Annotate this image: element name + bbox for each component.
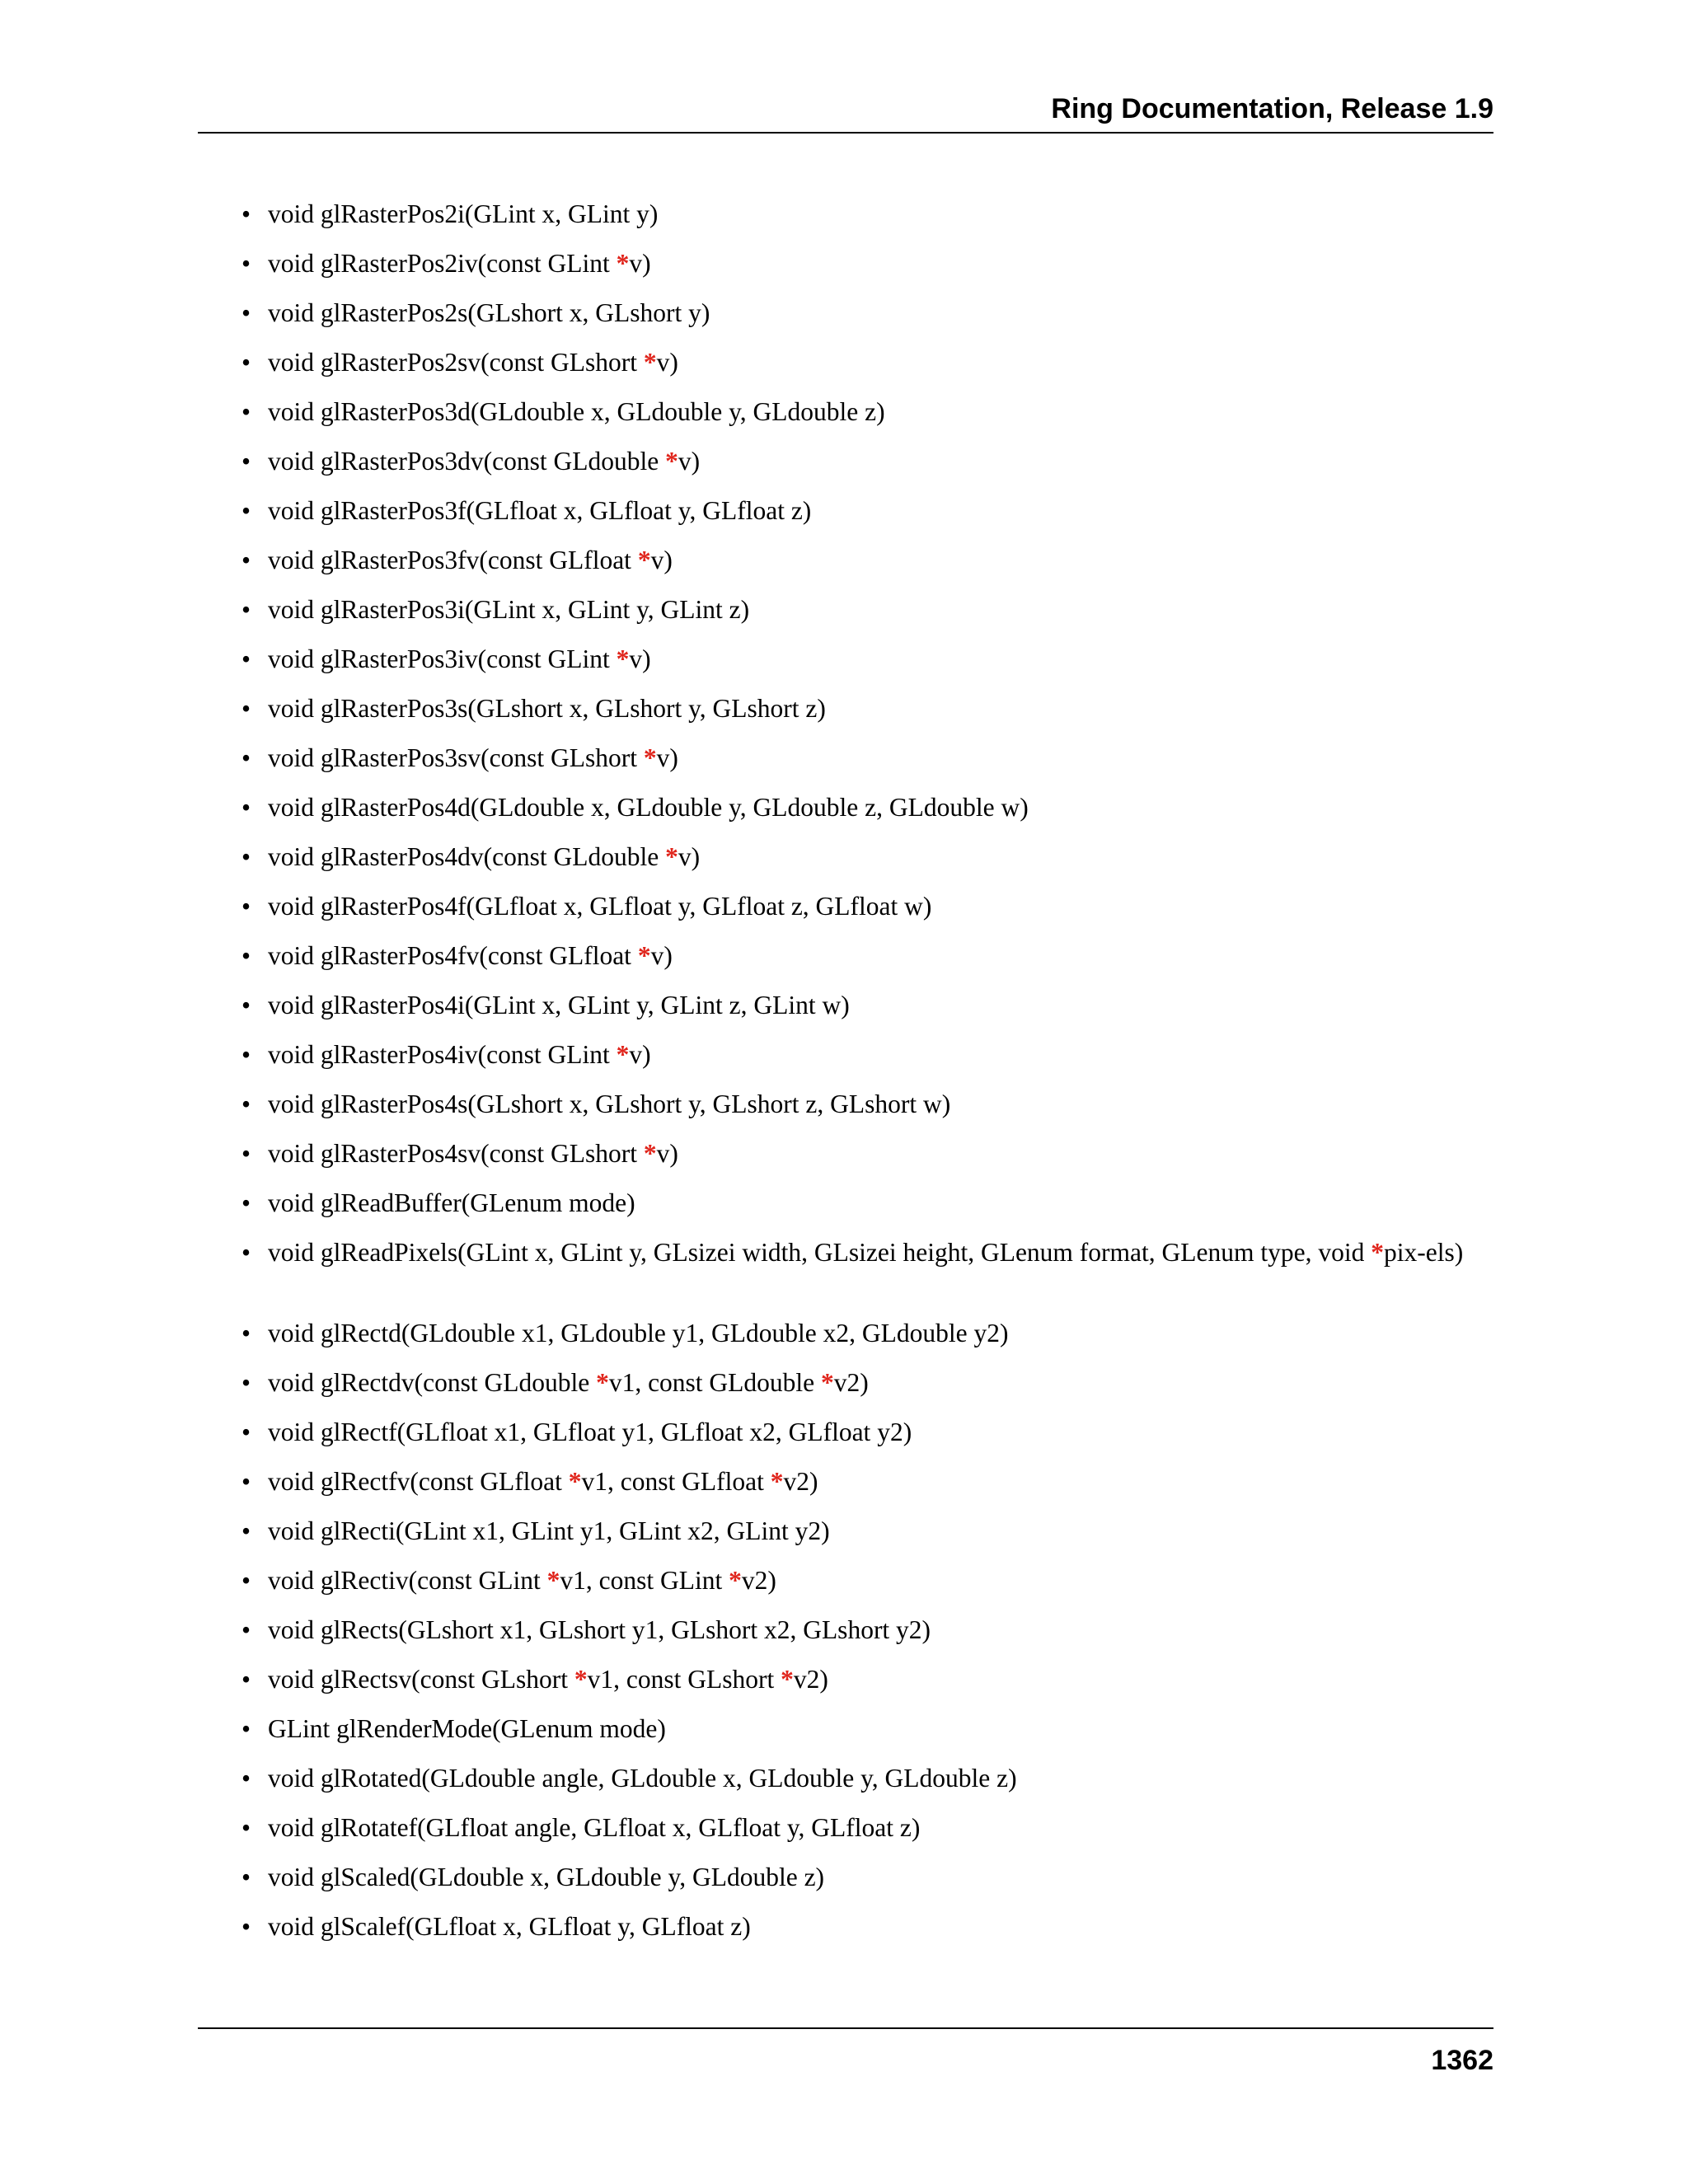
pointer-asterisk: * — [616, 1040, 630, 1069]
function-signature: void glRasterPos2s(GLshort x, GLshort y) — [268, 298, 710, 327]
bullet-icon: • — [241, 842, 251, 871]
pointer-asterisk: * — [643, 348, 657, 377]
bullet-icon: • — [241, 1090, 251, 1118]
function-signature: GLint glRenderMode(GLenum mode) — [268, 1714, 666, 1743]
document-title: Ring Documentation, Release 1.9 — [1051, 93, 1493, 124]
list-item — [198, 1713, 1493, 1763]
list-item — [198, 1138, 1493, 1188]
pointer-asterisk: * — [729, 1566, 742, 1595]
pointer-asterisk: * — [637, 546, 651, 574]
list-item — [198, 396, 1493, 446]
function-signature: void glRectiv(const GLint *v1, const GLint *v2) — [268, 1566, 776, 1595]
list-item — [198, 1516, 1493, 1565]
function-signature: void glReadBuffer(GLenum mode) — [268, 1188, 635, 1217]
bullet-icon: • — [241, 199, 251, 228]
pointer-asterisk: * — [568, 1467, 582, 1496]
function-signature: void glRasterPos3dv(const GLdouble *v) — [268, 447, 701, 476]
bullet-icon: • — [241, 1764, 251, 1793]
function-signature: void glRasterPos2iv(const GLint *v) — [268, 249, 651, 278]
function-signature: void glReadPixels(GLint x, GLint y, GLsizei width, GLsizei height, GLenum format, GLenum type, void *pix-els) — [268, 1238, 1464, 1267]
bullet-icon: • — [241, 1238, 251, 1267]
list-item — [198, 1911, 1493, 1961]
pointer-asterisk: * — [770, 1467, 784, 1496]
function-signature: void glRasterPos4fv(const GLfloat *v) — [268, 941, 673, 970]
list-item — [198, 1417, 1493, 1466]
bullet-icon: • — [241, 644, 251, 673]
function-signature: void glRectdv(const GLdouble *v1, const GLdouble *v2) — [268, 1368, 869, 1397]
function-signature: void glRectd(GLdouble x1, GLdouble y1, GLdouble x2, GLdouble y2) — [268, 1319, 1009, 1347]
bullet-icon: • — [241, 793, 251, 822]
list-item — [198, 199, 1493, 248]
function-signature: void glRasterPos2sv(const GLshort *v) — [268, 348, 678, 377]
pointer-asterisk: * — [616, 644, 630, 673]
bullet-icon: • — [241, 1319, 251, 1347]
list-item — [198, 1565, 1493, 1615]
function-signature: void glRecti(GLint x1, GLint y1, GLint x2, GLint y2) — [268, 1516, 830, 1545]
function-signature: void glRasterPos3s(GLshort x, GLshort y, GLshort z) — [268, 694, 826, 723]
bullet-icon: • — [241, 694, 251, 723]
bullet-icon: • — [241, 1912, 251, 1941]
bullet-icon: • — [241, 1615, 251, 1644]
list-item — [198, 1615, 1493, 1664]
list-item — [198, 1862, 1493, 1911]
list-item — [198, 1367, 1493, 1417]
page-number: 1362 — [1431, 2045, 1493, 2076]
bullet-icon: • — [241, 1040, 251, 1069]
pointer-asterisk: * — [1371, 1238, 1384, 1267]
bullet-icon: • — [241, 298, 251, 327]
function-signature: void glRasterPos3iv(const GLint *v) — [268, 644, 651, 673]
list-item — [198, 644, 1493, 693]
function-signature: void glRasterPos3d(GLdouble x, GLdouble y, GLdouble z) — [268, 397, 885, 426]
list-item — [198, 891, 1493, 940]
list-item — [198, 1466, 1493, 1516]
list-item — [198, 446, 1493, 495]
function-signature: void glRasterPos3f(GLfloat x, GLfloat y, GLfloat z) — [268, 496, 812, 525]
pointer-asterisk: * — [643, 1139, 657, 1168]
page-header — [198, 92, 1493, 134]
bullet-icon: • — [241, 397, 251, 426]
list-item — [198, 1763, 1493, 1812]
list-item — [198, 990, 1493, 1039]
list-item — [198, 841, 1493, 891]
function-signature: void glScaled(GLdouble x, GLdouble y, GLdouble z) — [268, 1863, 825, 1891]
bullet-icon: • — [241, 1467, 251, 1496]
list-item — [198, 347, 1493, 396]
bullet-icon: • — [241, 892, 251, 921]
pointer-asterisk: * — [546, 1566, 560, 1595]
bullet-icon: • — [241, 941, 251, 970]
bullet-icon: • — [241, 1665, 251, 1694]
bullet-icon: • — [241, 249, 251, 278]
bullet-icon: • — [241, 1188, 251, 1217]
function-signature: void glRectsv(const GLshort *v1, const GLshort *v2) — [268, 1665, 828, 1694]
list-item — [198, 248, 1493, 298]
bullet-icon: • — [241, 1368, 251, 1397]
bullet-icon: • — [241, 1418, 251, 1446]
list-item — [198, 545, 1493, 594]
function-signature: void glScalef(GLfloat x, GLfloat y, GLfloat z) — [268, 1912, 751, 1941]
bullet-icon: • — [241, 546, 251, 574]
page-footer — [198, 2027, 1493, 2076]
pointer-asterisk: * — [665, 842, 678, 871]
function-signature: void glRasterPos3i(GLint x, GLint y, GLint z) — [268, 595, 750, 624]
list-item — [198, 693, 1493, 743]
pointer-asterisk: * — [665, 447, 678, 476]
list-item — [198, 743, 1493, 792]
function-signature: void glRasterPos4d(GLdouble x, GLdouble y, GLdouble z, GLdouble w) — [268, 793, 1029, 822]
bullet-icon: • — [241, 496, 251, 525]
function-signature: void glRasterPos2i(GLint x, GLint y) — [268, 199, 659, 228]
list-item — [198, 594, 1493, 644]
bullet-icon: • — [241, 1863, 251, 1891]
bullet-icon: • — [241, 348, 251, 377]
pointer-asterisk: * — [643, 743, 657, 772]
function-signature: void glRasterPos4i(GLint x, GLint y, GLint z, GLint w) — [268, 991, 850, 1019]
list-item — [198, 1188, 1493, 1237]
pointer-asterisk: * — [596, 1368, 609, 1397]
function-signature: void glRasterPos3fv(const GLfloat *v) — [268, 546, 673, 574]
bullet-icon: • — [241, 1139, 251, 1168]
list-item — [198, 1237, 1493, 1318]
function-signature: void glRasterPos4sv(const GLshort *v) — [268, 1139, 678, 1168]
function-signature: void glRasterPos4dv(const GLdouble *v) — [268, 842, 701, 871]
list-item — [198, 495, 1493, 545]
pointer-asterisk: * — [616, 249, 630, 278]
list-item — [198, 1812, 1493, 1862]
function-signature: void glRectfv(const GLfloat *v1, const GLfloat *v2) — [268, 1467, 818, 1496]
bullet-icon: • — [241, 1813, 251, 1842]
function-signature: void glRectf(GLfloat x1, GLfloat y1, GLfloat x2, GLfloat y2) — [268, 1418, 912, 1446]
function-signature: void glRotated(GLdouble angle, GLdouble x, GLdouble y, GLdouble z) — [268, 1764, 1017, 1793]
list-item — [198, 1039, 1493, 1089]
pointer-asterisk: * — [637, 941, 651, 970]
bullet-icon: • — [241, 447, 251, 476]
list-item — [198, 1664, 1493, 1713]
function-signature: void glRasterPos4s(GLshort x, GLshort y, GLshort z, GLshort w) — [268, 1090, 951, 1118]
function-signature: void glRotatef(GLfloat angle, GLfloat x, GLfloat y, GLfloat z) — [268, 1813, 921, 1842]
bullet-icon: • — [241, 595, 251, 624]
pointer-asterisk: * — [574, 1665, 588, 1694]
function-signature: void glRasterPos3sv(const GLshort *v) — [268, 743, 678, 772]
pointer-asterisk: * — [781, 1665, 794, 1694]
list-item — [198, 1318, 1493, 1367]
list-item — [198, 940, 1493, 990]
bullet-icon: • — [241, 1516, 251, 1545]
function-signature: void glRects(GLshort x1, GLshort y1, GLshort x2, GLshort y2) — [268, 1615, 931, 1644]
list-item — [198, 1089, 1493, 1138]
list-item — [198, 792, 1493, 841]
bullet-icon: • — [241, 743, 251, 772]
bullet-icon: • — [241, 991, 251, 1019]
bullet-icon: • — [241, 1714, 251, 1743]
list-item — [198, 298, 1493, 347]
function-signature-list — [198, 199, 1493, 1961]
function-signature: void glRasterPos4iv(const GLint *v) — [268, 1040, 651, 1069]
pointer-asterisk: * — [821, 1368, 834, 1397]
function-signature: void glRasterPos4f(GLfloat x, GLfloat y, GLfloat z, GLfloat w) — [268, 892, 932, 921]
bullet-icon: • — [241, 1566, 251, 1595]
page-content — [198, 199, 1493, 1961]
